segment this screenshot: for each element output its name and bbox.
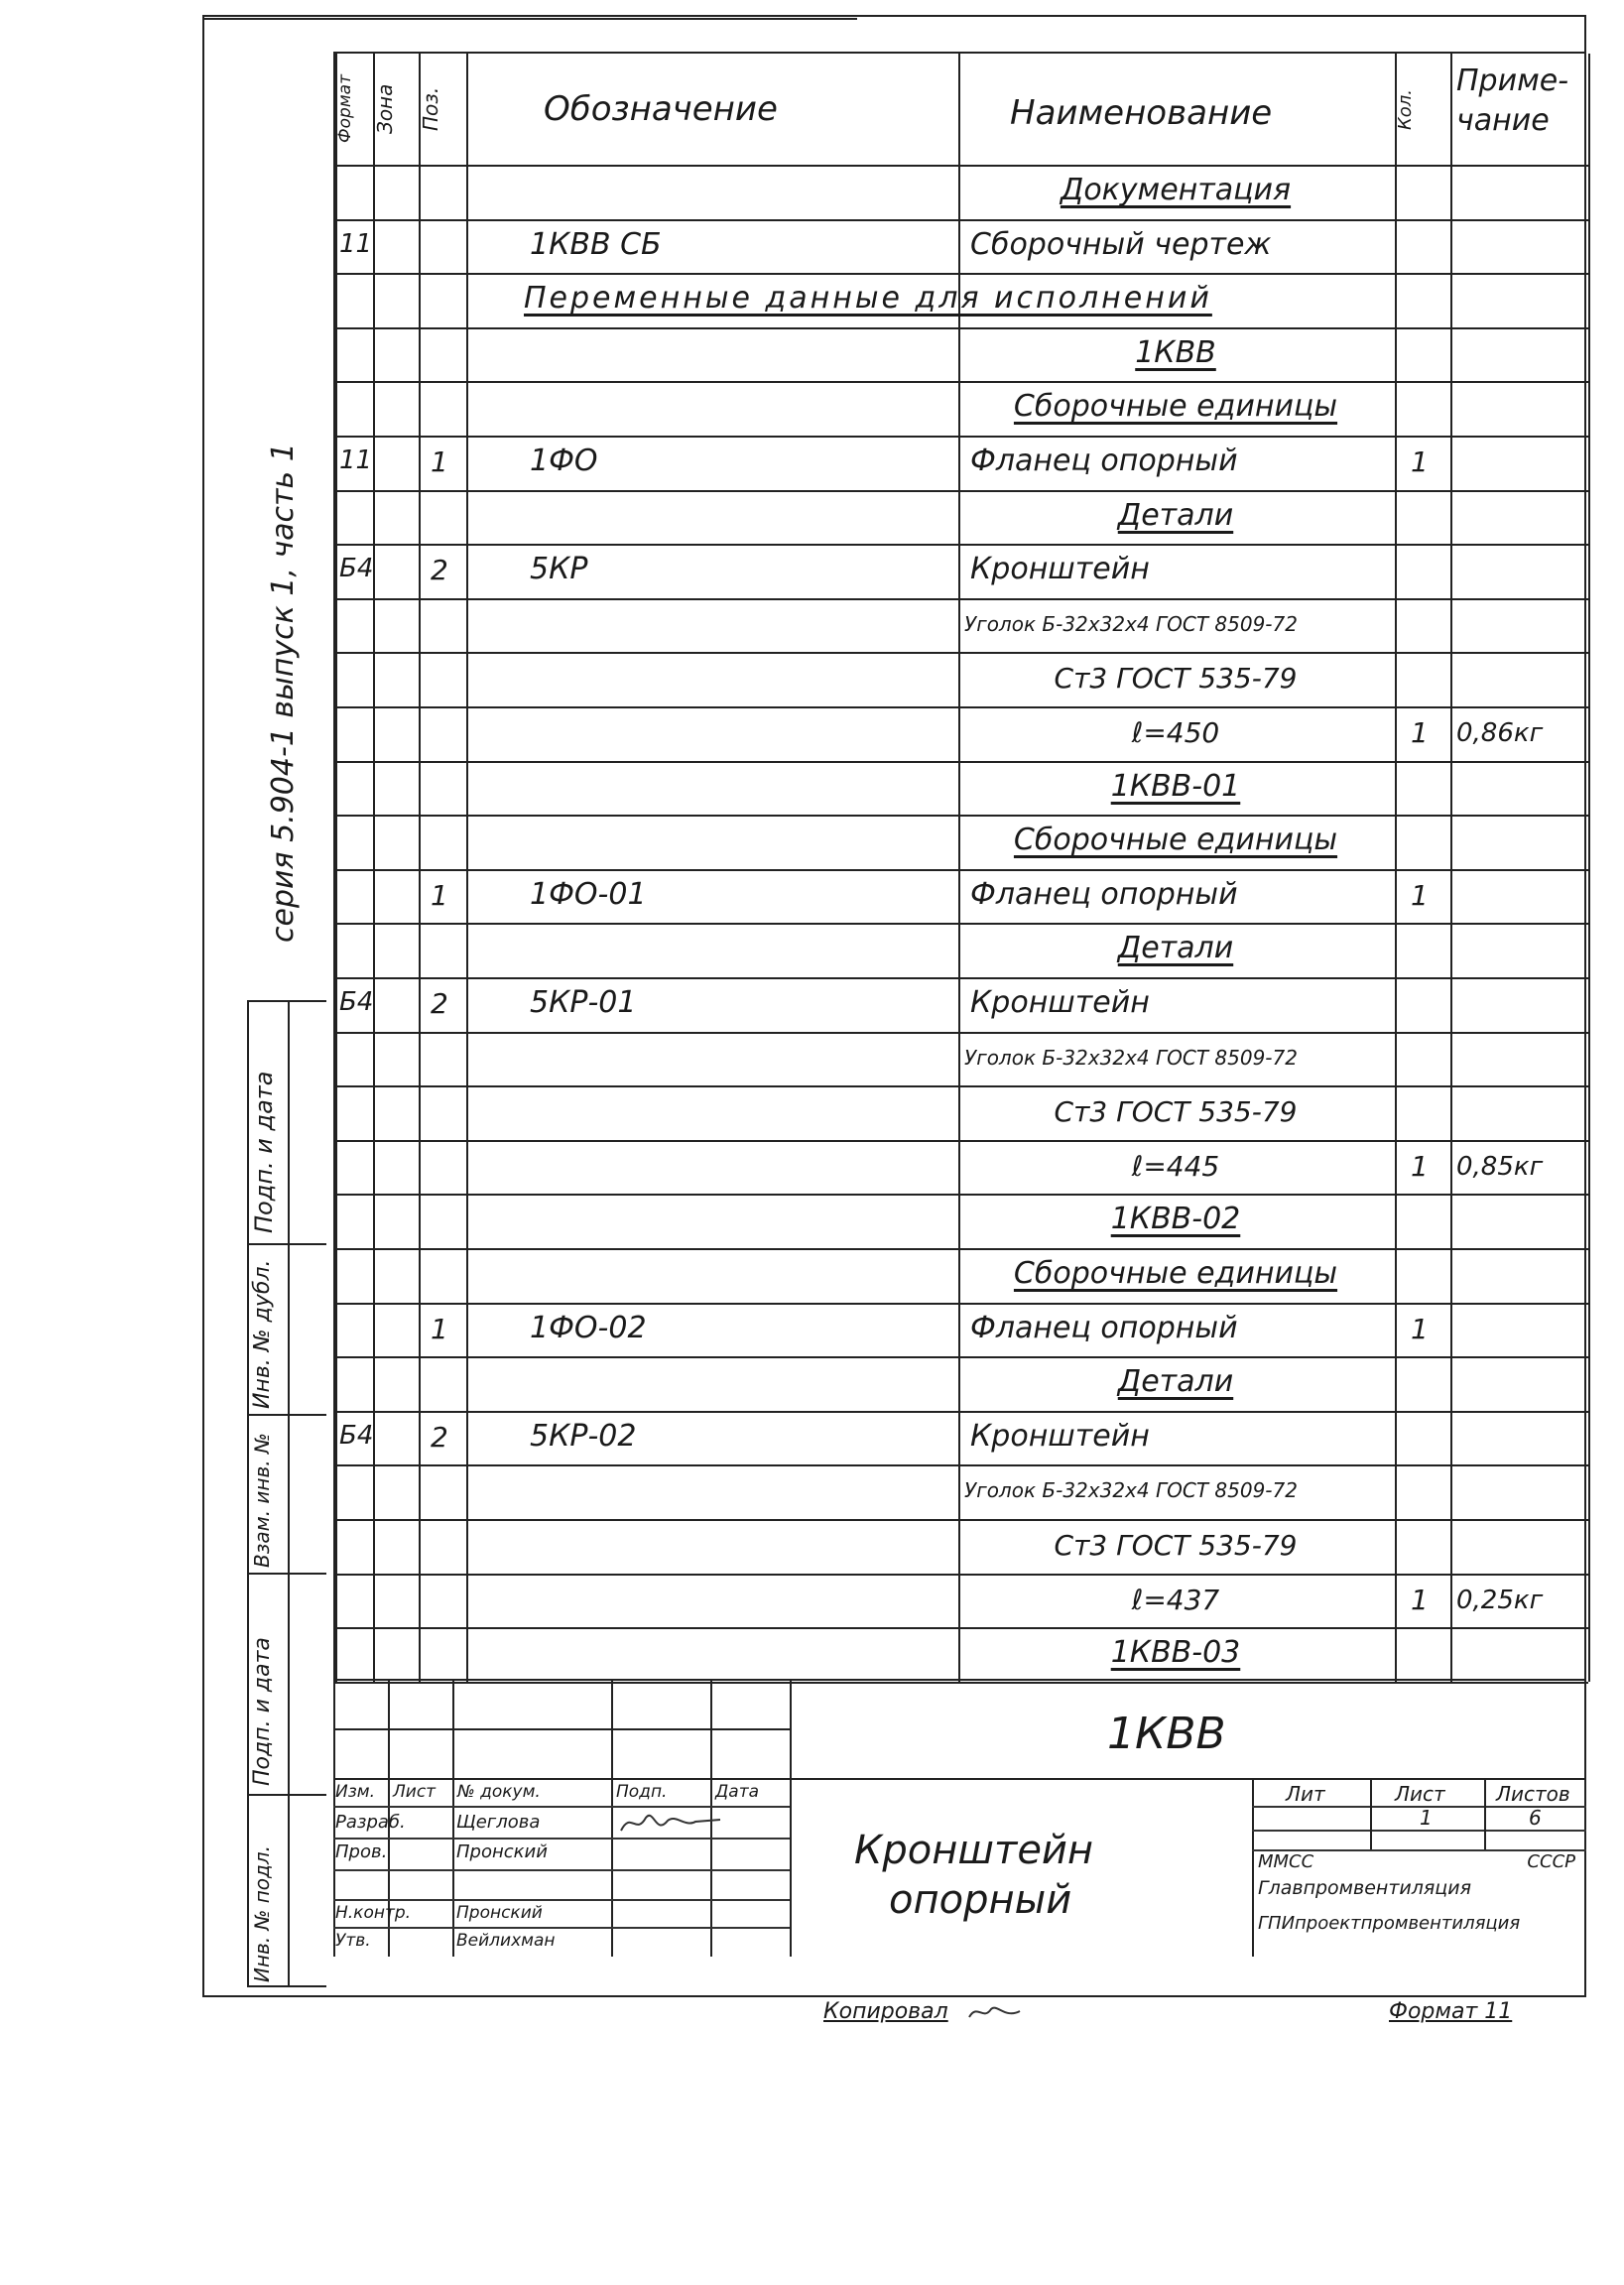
prov-label: Пров. (335, 1841, 388, 1862)
header-qty: Кол. (1395, 88, 1416, 130)
row-divider (335, 165, 1588, 167)
col-podp: Подп. (616, 1782, 668, 1802)
row-divider (335, 598, 1588, 600)
row-section-heading: Сборочные единицы (1013, 389, 1338, 425)
row-name-center: Ст3 ГОСТ 535-79 (1054, 1529, 1298, 1562)
col-izm: Изм. (335, 1782, 375, 1802)
footer-copied (823, 1999, 1025, 2025)
side-title: серия 5.904-1 выпуск 1, часть 1 (266, 443, 301, 943)
row-divider (335, 544, 1588, 546)
row-divider (335, 869, 1588, 871)
header-pos: Поз. (419, 86, 442, 132)
row-qty: 1 (1411, 445, 1429, 478)
nkontr-name: Пронский (456, 1903, 543, 1923)
row-qty: 1 (1411, 1583, 1429, 1616)
row-designation: 1ФО-02 (530, 1310, 647, 1345)
row-divider (335, 923, 1588, 925)
row-divider (335, 1574, 1588, 1576)
row-divider (335, 1519, 1588, 1521)
row-divider (335, 1032, 1588, 1034)
row-section-heading: Документация (1060, 173, 1292, 207)
column-divider (1588, 54, 1590, 1682)
row-divider (335, 1140, 1588, 1142)
specification-table (333, 52, 1586, 1679)
row-section-heading: 1КВВ-02 (1110, 1202, 1241, 1237)
row-divider (335, 327, 1588, 329)
product-name-2: опорный (889, 1877, 1072, 1923)
org-1: ММСС СССР (1258, 1851, 1575, 1872)
side-stamp-vzam-inv: Взам. инв. № (250, 1433, 274, 1568)
row-name-center: ℓ=450 (1131, 716, 1220, 749)
side-stamp-podp-data-1: Подп. и дата (250, 1071, 278, 1233)
row-pos: 2 (431, 554, 448, 587)
row-section-heading: Сборочные единицы (1013, 823, 1338, 858)
row-name: Фланец опорный (970, 1310, 1238, 1345)
row-name: Фланец опорный (970, 876, 1238, 912)
column-divider (466, 54, 468, 1682)
column-divider (1450, 54, 1452, 1682)
header-note: Приме- чание (1456, 63, 1569, 138)
row-divider (335, 815, 1588, 817)
row-name: Кронштейн (970, 552, 1150, 587)
org-2: Главпромвентиляция (1258, 1877, 1472, 1899)
row-designation: 5КР-01 (530, 985, 637, 1020)
signature (616, 1806, 725, 1840)
side-stamp-inv-podl: Инв. № подл. (250, 1845, 274, 1982)
row-pos: 2 (431, 1420, 448, 1454)
header-zone: Зона (373, 83, 397, 135)
column-divider (1395, 54, 1397, 1682)
lit-label: Лит (1286, 1782, 1325, 1806)
row-divider (335, 706, 1588, 708)
row-divider (335, 1411, 1588, 1413)
razrab-name: Щеглова (456, 1812, 541, 1833)
row-name-small: Уголок Б-32х32х4 ГОСТ 8509-72 (964, 611, 1298, 636)
row-designation: 5КР-02 (530, 1418, 637, 1454)
sheet-label: Лист (1395, 1782, 1445, 1806)
utv-label: Утв. (335, 1931, 371, 1951)
row-divider (335, 490, 1588, 492)
row-qty: 1 (1411, 1149, 1429, 1183)
row-section-heading: Детали (1117, 497, 1234, 533)
row-designation: 1ФО-01 (530, 876, 647, 912)
row-format: 11 (339, 228, 373, 259)
row-section-heading: Детали (1117, 1364, 1234, 1400)
org-3: ГПИпроектпромвентиляция (1258, 1913, 1521, 1934)
row-name-small: Уголок Б-32х32х4 ГОСТ 8509-72 (964, 1478, 1298, 1503)
header-designation: Обозначение (544, 89, 778, 129)
row-divider (335, 219, 1588, 221)
row-divider (335, 761, 1588, 763)
row-name-center: Ст3 ГОСТ 535-79 (1054, 662, 1298, 696)
row-qty: 1 (1411, 878, 1429, 912)
row-divider (335, 977, 1588, 979)
product-name-1: Кронштейн (854, 1828, 1094, 1873)
row-divider (335, 1627, 1588, 1629)
nkontr-label: Н.контр. (335, 1903, 412, 1923)
row-divider (335, 652, 1588, 654)
row-name: Кронштейн (970, 1418, 1150, 1454)
row-name-center: Ст3 ГОСТ 535-79 (1054, 1095, 1298, 1129)
row-pos: 1 (431, 878, 448, 912)
prov-name: Пронский (456, 1841, 548, 1862)
footer-format: Формат 11 (1389, 1999, 1513, 2024)
header-name: Наименование (1010, 93, 1273, 133)
row-section-heading: 1КВВ (1135, 334, 1216, 370)
row-pos: 2 (431, 987, 448, 1020)
row-designation: 5КР (530, 552, 588, 587)
row-divider (335, 1356, 1588, 1358)
row-name-center: ℓ=437 (1131, 1583, 1220, 1616)
row-name: Сборочный чертеж (970, 226, 1272, 262)
row-qty: 1 (1411, 1312, 1429, 1345)
row-divider (335, 1194, 1588, 1196)
side-stamp-podp-data-2: Подп. и дата (250, 1637, 275, 1786)
razrab-label: Разраб. (335, 1812, 406, 1833)
row-divider (335, 1085, 1588, 1087)
row-designation-wide: Переменные данные для исполнений (524, 281, 1212, 317)
row-name: Кронштейн (970, 985, 1150, 1020)
col-ndoc: № докум. (457, 1782, 541, 1802)
title-block (333, 1679, 1586, 1957)
row-name: Фланец опорный (970, 444, 1238, 478)
row-divider (335, 436, 1588, 438)
row-note: 0,25кг (1456, 1585, 1544, 1615)
sheets-label: Листов (1496, 1782, 1570, 1806)
row-section-heading: 1КВВ-01 (1110, 768, 1241, 804)
column-divider (335, 54, 337, 1682)
row-pos: 1 (431, 1312, 448, 1345)
row-designation: 1КВВ СБ (530, 226, 662, 262)
row-divider (335, 1303, 1588, 1305)
row-divider (335, 273, 1588, 275)
side-stamp-inv-dubl: Инв. № дубл. (250, 1259, 275, 1409)
row-designation: 1ФО (530, 444, 598, 478)
row-section-heading: Сборочные единицы (1013, 1256, 1338, 1291)
header-format: Формат (335, 74, 355, 144)
footer-copied-text: Копировал (823, 1999, 948, 2024)
row-pos: 1 (431, 445, 448, 478)
row-section-heading: 1КВВ-03 (1110, 1635, 1241, 1671)
column-divider (419, 54, 421, 1682)
row-note: 0,86кг (1456, 718, 1544, 748)
row-qty: 1 (1411, 716, 1429, 749)
row-divider (335, 1248, 1588, 1250)
col-data: Дата (715, 1782, 760, 1802)
row-name-small: Уголок Б-32х32х4 ГОСТ 8509-72 (964, 1045, 1298, 1070)
copier-signature (965, 1999, 1025, 2025)
row-name-center: ℓ=445 (1131, 1149, 1220, 1183)
sheet-value: 1 (1420, 1806, 1433, 1830)
sheets-value: 6 (1529, 1806, 1542, 1830)
utv-name: Вейлихман (456, 1931, 556, 1951)
row-divider (335, 381, 1588, 383)
row-format: Б4 (339, 1420, 374, 1451)
row-section-heading: Детали (1117, 931, 1234, 966)
col-list: Лист (393, 1782, 437, 1802)
row-format: 11 (339, 445, 373, 475)
row-format: Б4 (339, 987, 374, 1017)
row-format: Б4 (339, 554, 374, 584)
doc-code: 1КВВ (1107, 1709, 1226, 1759)
row-divider (335, 1464, 1588, 1466)
row-note: 0,85кг (1456, 1151, 1544, 1182)
